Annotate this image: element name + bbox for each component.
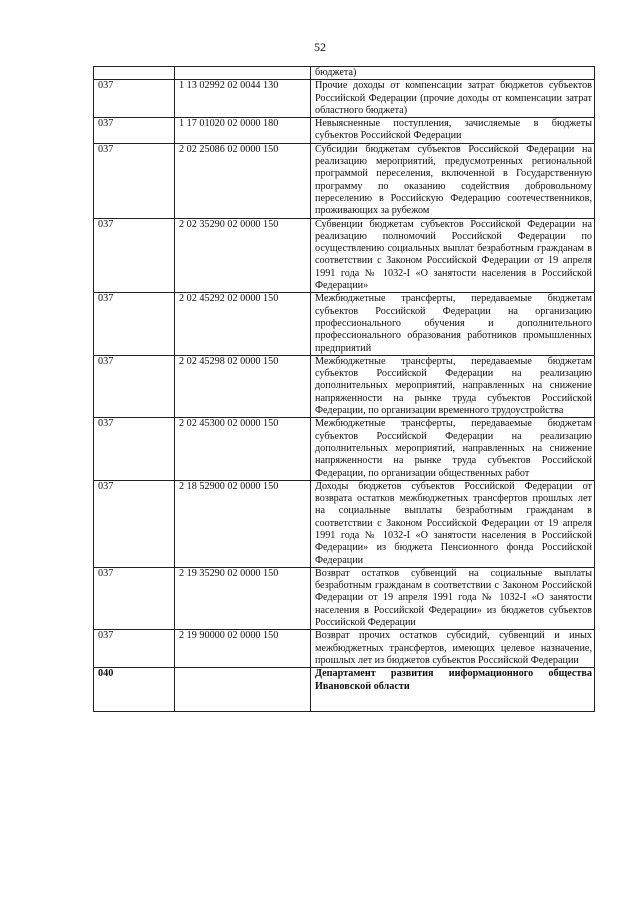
revenue-code-cell: 2 02 25086 02 0000 150 <box>175 143 311 218</box>
revenue-code-cell: 2 02 35290 02 0000 150 <box>175 218 311 293</box>
revenue-code-cell: 2 02 45298 02 0000 150 <box>175 355 311 417</box>
description-cell: Субсидии бюджетам субъектов Российской Федерации на реализацию мероприятий, предусмотренных региональной программой переселения, включенной в Государственную программу по оказанию содействия добровольному переселению в Российскую Федерацию соотечественников, проживающих за рубежом <box>311 143 595 218</box>
admin-code-cell: 037 <box>94 418 175 480</box>
description-cell: Доходы бюджетов субъектов Российской Федерации от возврата остатков межбюджетных трансфертов прошлых лет на социальные выплаты безработным гражданам в соответствии с Законом Российской Федерации от 19 апреля 1991 года № 1032-I «О занятости населения в Российской Федерации» из бюджета Пенсионного фонда Российской Федерации <box>311 480 595 567</box>
admin-code-cell: 040 <box>94 668 175 712</box>
admin-code-cell: 037 <box>94 80 175 118</box>
table-row <box>94 67 595 80</box>
description-cell: Межбюджетные трансферты, передаваемые бюджетам субъектов Российской Федерации на реализацию дополнительных мероприятий, направленных на снижение напряженности на рынке труда субъектов Российской Федерации, по организации общественных работ <box>311 418 595 480</box>
admin-code-cell: 037 <box>94 480 175 567</box>
admin-code-cell <box>94 67 175 80</box>
description-cell: Возврат прочих остатков субсидий, субвенций и иных межбюджетных трансфертов, имеющих целевое назначение, прошлых лет из бюджетов субъектов Российской Федерации <box>311 630 595 668</box>
table-row <box>94 480 595 567</box>
admin-code-cell: 037 <box>94 293 175 355</box>
table-row <box>94 80 595 118</box>
revenue-code-cell: 2 19 90000 02 0000 150 <box>175 630 311 668</box>
table-row <box>94 630 595 668</box>
revenue-code-cell: 2 19 35290 02 0000 150 <box>175 567 311 629</box>
table-row <box>94 218 595 293</box>
admin-code-cell: 037 <box>94 218 175 293</box>
department-name-cell: Департамент развития информационного общества Ивановской области <box>311 668 595 712</box>
admin-code-cell: 037 <box>94 143 175 218</box>
table-row <box>94 143 595 218</box>
revenue-code-cell: 1 13 02992 02 0044 130 <box>175 80 311 118</box>
revenue-code-cell: 2 02 45292 02 0000 150 <box>175 293 311 355</box>
description-cell: Прочие доходы от компенсации затрат бюджетов субъектов Российской Федерации (прочие доходы от компенсации затрат областного бюджета) <box>311 80 595 118</box>
revenue-code-cell: 1 17 01020 02 0000 180 <box>175 118 311 144</box>
revenue-code-cell: 2 02 45300 02 0000 150 <box>175 418 311 480</box>
description-cell: Межбюджетные трансферты, передаваемые бюджетам субъектов Российской Федерации на реализацию дополнительных мероприятий, направленных на снижение напряженности на рынке труда субъектов Российской Федерации, по организации временного трудоустройства <box>311 355 595 417</box>
description-cell: Субвенции бюджетам субъектов Российской Федерации на реализацию полномочий Российской Федерации по осуществлению социальных выплат безработным гражданам в соответствии с Законом Российской Федерации от 19 апреля 1991 года № 1032-I «О занятости населения в Российской Федерации» <box>311 218 595 293</box>
admin-code-cell: 037 <box>94 118 175 144</box>
page-number: 52 <box>314 40 326 54</box>
table-row <box>94 418 595 480</box>
table-row <box>94 118 595 144</box>
description-cell: бюджета) <box>311 67 595 80</box>
description-cell: Межбюджетные трансферты, передаваемые бюджетам субъектов Российской Федерации на организацию профессионального обучения и дополнительного профессионального образования работников промышленных предприятий <box>311 293 595 355</box>
revenue-classification-table <box>93 66 595 712</box>
admin-code-cell: 037 <box>94 567 175 629</box>
revenue-code-cell: 2 18 52900 02 0000 150 <box>175 480 311 567</box>
table-row <box>94 567 595 629</box>
table-row <box>94 293 595 355</box>
description-cell: Невыясненные поступления, зачисляемые в бюджеты субъектов Российской Федерации <box>311 118 595 144</box>
revenue-code-cell <box>175 668 311 712</box>
table-row <box>94 355 595 417</box>
description-cell: Возврат остатков субвенций на социальные выплаты безработным гражданам в соответствии с Законом Российской Федерации от 19 апреля 1991 года № 1032-I «О занятости населения в Российской Федерации» из бюджетов субъектов Российской Федерации <box>311 567 595 629</box>
department-header-row <box>94 668 595 712</box>
admin-code-cell: 037 <box>94 355 175 417</box>
revenue-code-cell <box>175 67 311 80</box>
admin-code-cell: 037 <box>94 630 175 668</box>
